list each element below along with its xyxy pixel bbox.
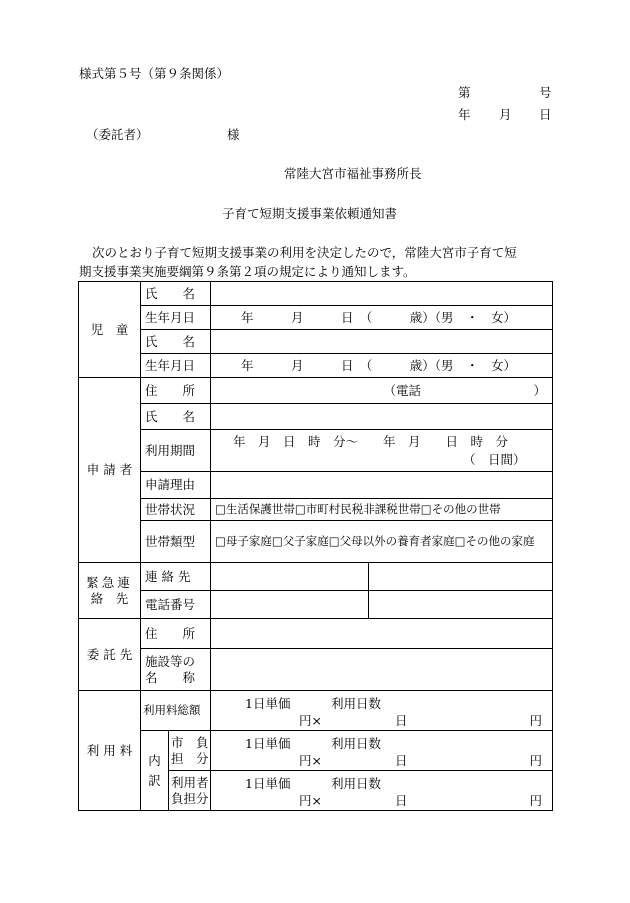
contractor-address-field[interactable]	[211, 619, 553, 649]
fee-section-label: 利 用 料	[79, 691, 141, 811]
number-prefix: 第	[458, 85, 471, 100]
total-days-label: 利用日数	[331, 695, 382, 711]
date-day: 日	[539, 107, 552, 122]
total-fee-label: 利用料総額	[141, 691, 211, 731]
applicant-name-label: 氏 名	[141, 404, 211, 430]
child2-dob-label: 生年月日	[141, 354, 211, 378]
date-month: 月	[499, 107, 512, 122]
city-share-label-line1: 市 負	[171, 734, 209, 750]
user-days-label: 利用日数	[331, 775, 382, 791]
city-day-unit: 日	[395, 752, 408, 768]
usage-period-label: 利用期間	[141, 430, 211, 472]
user-yen: 円	[529, 792, 543, 808]
city-yen-times: 円×	[299, 752, 322, 768]
number-suffix: 号	[539, 85, 552, 100]
total-yen-times: 円×	[299, 712, 322, 728]
facility-name-label-line1: 施設等の	[145, 653, 196, 669]
application-reason-field[interactable]	[211, 472, 553, 499]
user-day-unit: 日	[395, 792, 408, 808]
applicant-section-label: 申 請 者	[79, 378, 141, 563]
emergency-section-line1: 緊急連	[86, 574, 133, 590]
emergency-contact-field-1[interactable]	[211, 563, 369, 591]
child2-name-label: 氏 名	[141, 330, 211, 354]
facility-name-field[interactable]	[211, 649, 553, 691]
application-reason-label: 申請理由	[141, 472, 211, 499]
total-fee-field[interactable]	[211, 691, 553, 731]
city-yen: 円	[529, 752, 543, 768]
household-status-label: 世帯状況	[141, 499, 211, 521]
total-unit-price-label: 1日単価	[245, 695, 291, 711]
emergency-contact-field-2[interactable]	[369, 563, 553, 591]
breakdown-label: 内訳	[141, 731, 169, 811]
child2-dob-field[interactable]: 年 月 日 （ 歳）（男 ・ 女）	[211, 354, 553, 378]
applicant-name-field[interactable]	[211, 404, 553, 430]
user-share-field[interactable]	[211, 771, 553, 811]
city-share-label-line2: 担 分	[171, 750, 209, 766]
recipient-honorific: 様	[227, 127, 240, 142]
applicant-address-label: 住 所	[141, 378, 211, 404]
household-type-label: 世帯類型	[141, 521, 211, 563]
child1-name-label: 氏 名	[141, 282, 211, 306]
child1-name-field[interactable]	[211, 282, 553, 306]
form-number: 様式第５号（第９条関係）	[79, 66, 230, 81]
emergency-phone-field-1[interactable]	[211, 591, 369, 619]
emergency-phone-label: 電話番号	[141, 591, 211, 619]
body-text-line1: 次のとおり子育て短期支援事業の利用を決定したので，常陸大宮市子育て短	[92, 245, 517, 260]
total-yen: 円	[529, 712, 543, 728]
child2-name-field[interactable]	[211, 330, 553, 354]
user-share-label-line2: 負担分	[171, 790, 209, 806]
user-yen-times: 円×	[299, 792, 322, 808]
emergency-contact-label: 連 絡 先	[141, 563, 211, 591]
facility-name-label	[141, 649, 211, 691]
city-share-field[interactable]	[211, 731, 553, 771]
user-share-label	[169, 771, 211, 811]
emergency-section-line2: 絡 先	[90, 590, 129, 606]
notice-form-table	[78, 281, 553, 811]
usage-period-days: （ 日間）	[463, 451, 526, 467]
usage-period-field[interactable]	[211, 430, 553, 472]
household-status-options[interactable]: □生活保護世帯□市町村民税非課税世帯□その他の世帯	[211, 499, 553, 521]
contractor-section-label: 委 託 先	[79, 619, 141, 691]
body-text-line2: 期支援事業実施要綱第９条第２項の規定により通知します。	[79, 264, 416, 279]
facility-name-label-line2: 名 称	[145, 669, 196, 685]
date-year: 年	[458, 107, 471, 122]
city-unit-price-label: 1日単価	[245, 735, 291, 751]
child1-dob-field[interactable]: 年 月 日 （ 歳）（男 ・ 女）	[211, 306, 553, 330]
user-share-label-line1: 利用者	[171, 774, 209, 790]
child1-dob-label: 生年月日	[141, 306, 211, 330]
recipient-label: （委託者）	[86, 127, 149, 142]
city-share-label	[169, 731, 211, 771]
household-type-options[interactable]: □母子家庭□父子家庭□父母以外の養育者家庭□その他の家庭	[211, 521, 553, 563]
document-title: 子育て短期支援事業依頼通知書	[222, 206, 398, 221]
emergency-phone-field-2[interactable]	[369, 591, 553, 619]
emergency-section-label	[79, 563, 141, 619]
city-days-label: 利用日数	[331, 735, 382, 751]
contractor-address-label: 住 所	[141, 619, 211, 649]
applicant-address-field[interactable]: （電話 ）	[211, 378, 553, 404]
user-unit-price-label: 1日単価	[245, 775, 291, 791]
total-day-unit: 日	[395, 712, 408, 728]
child-section-label: 児 童	[79, 282, 141, 378]
usage-period-line1: 年 月 日 時 分～ 年 月 日 時 分	[233, 433, 509, 449]
issuer-name: 常陸大宮市福祉事務所長	[284, 166, 422, 181]
